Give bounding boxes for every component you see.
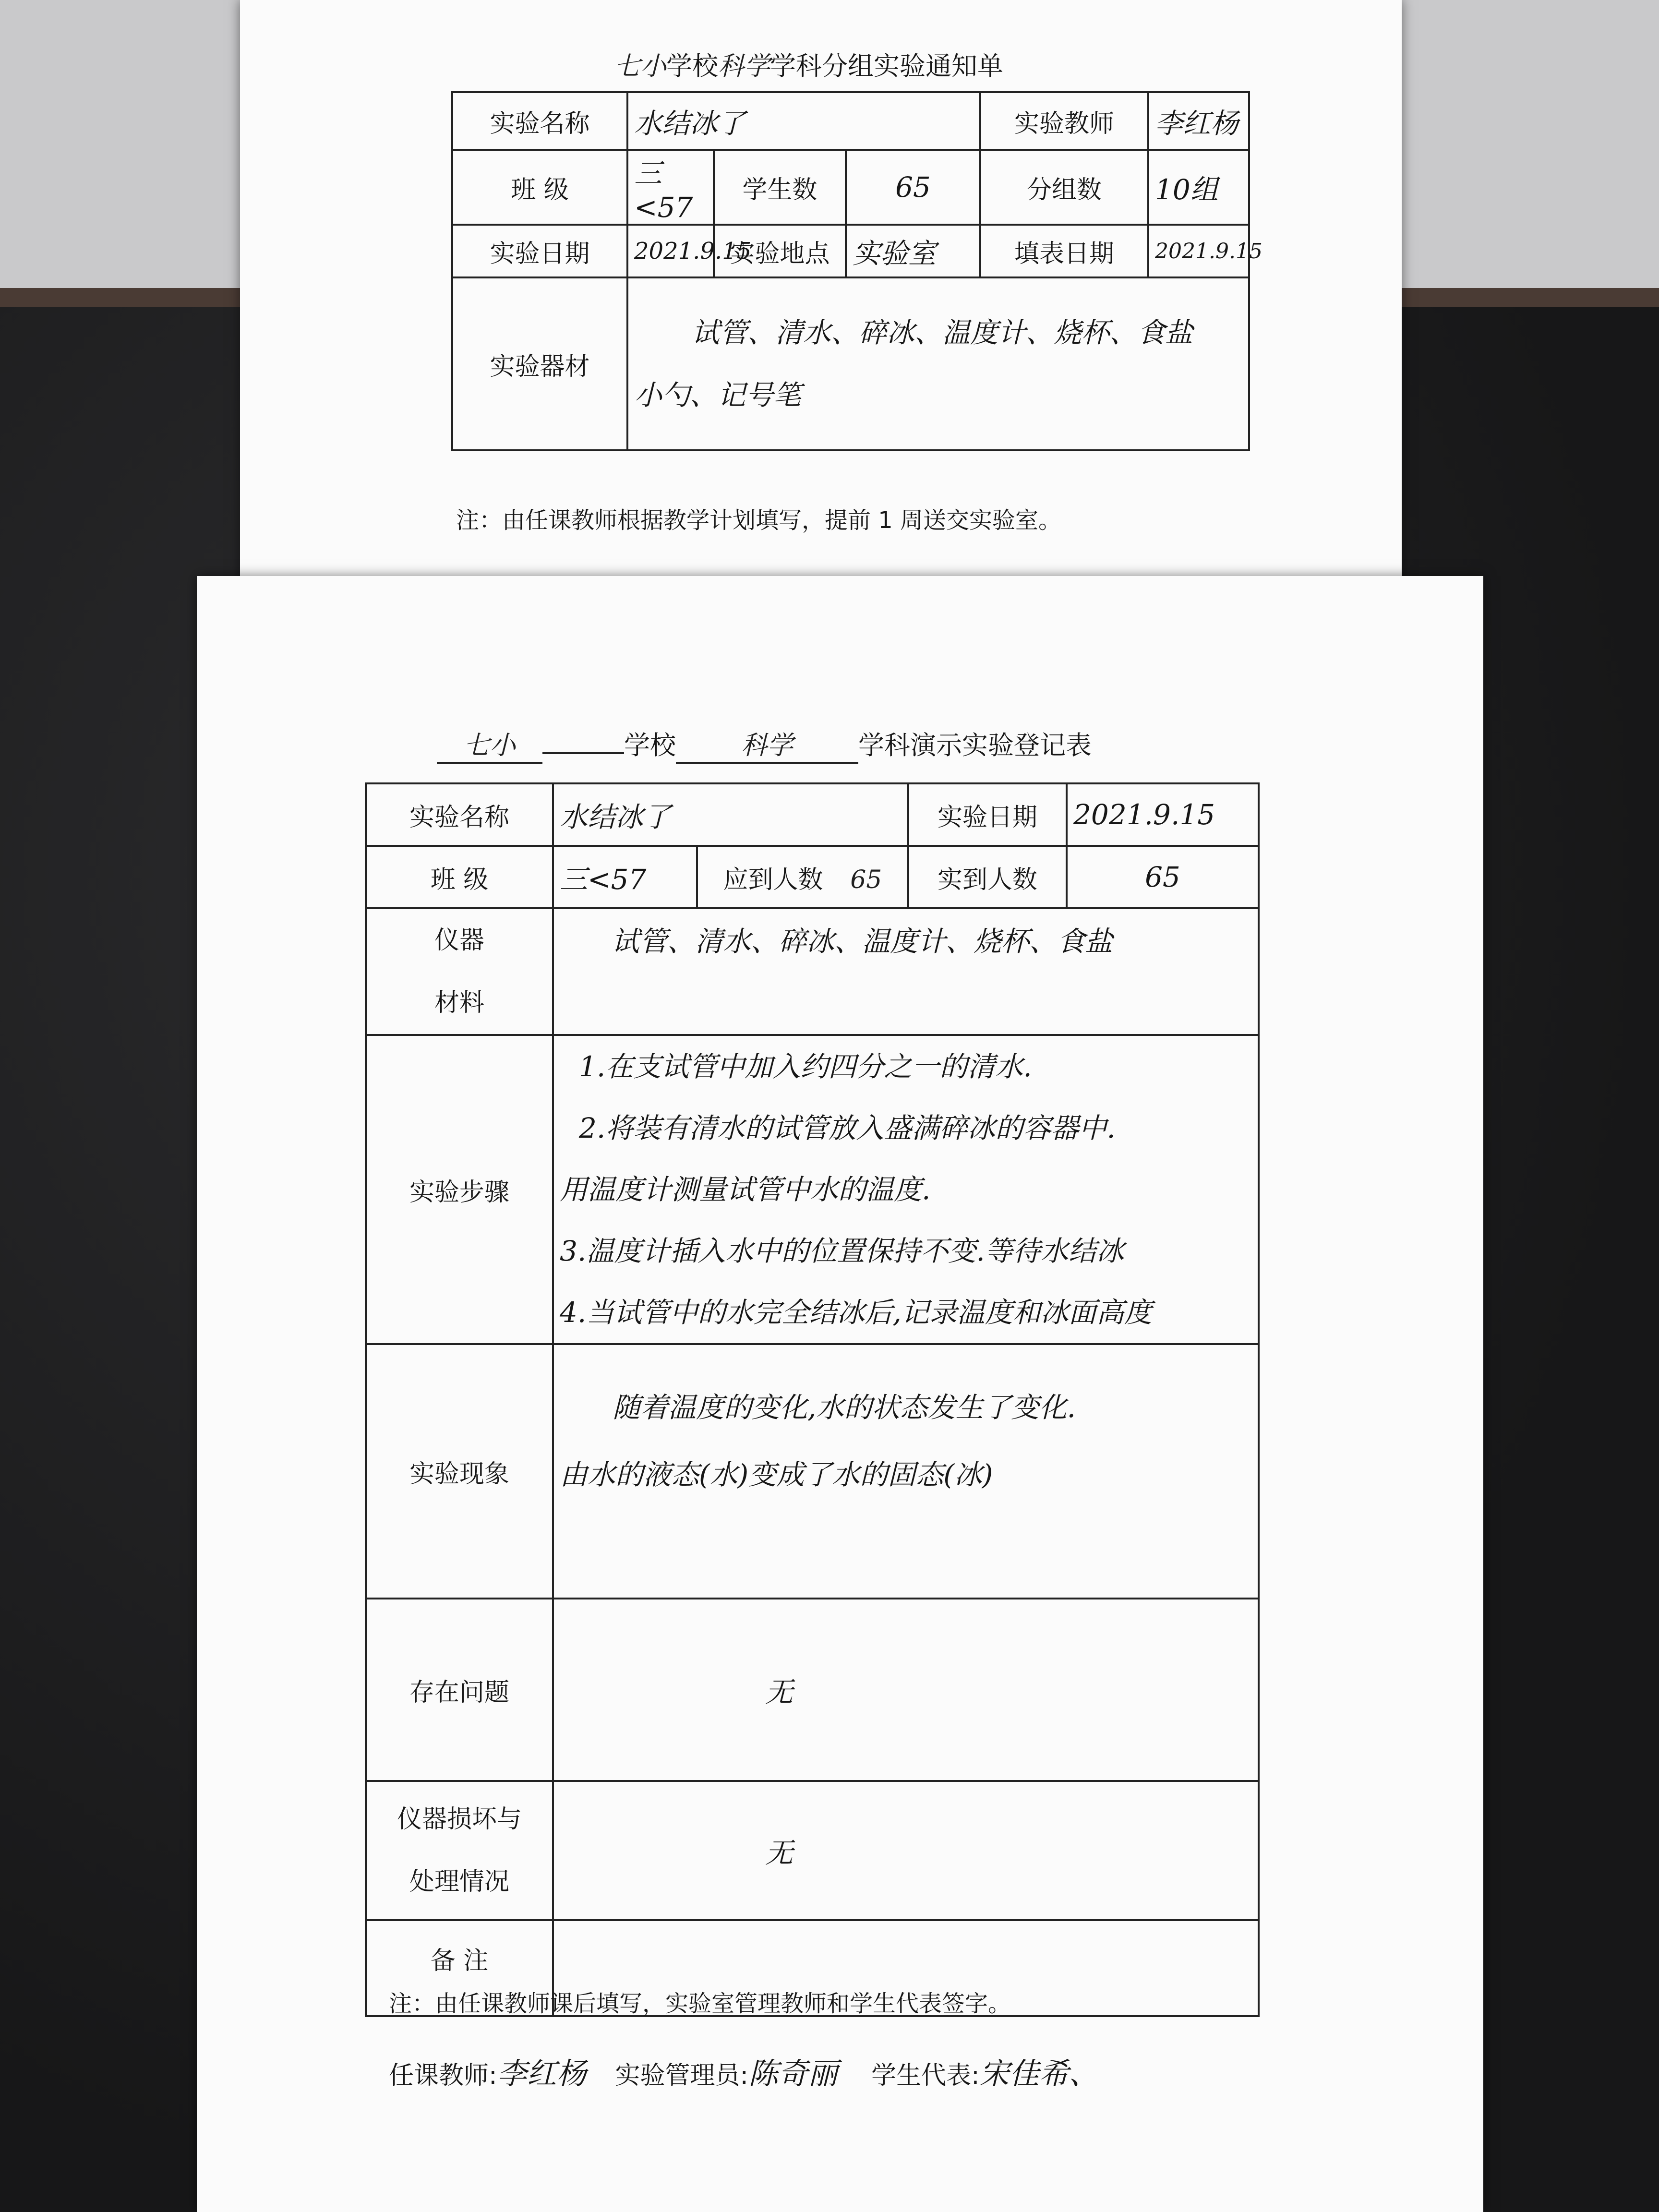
register-phenomena-label: 实验现象	[366, 1344, 553, 1599]
notice-fill-date-value: 2021.9.15	[1148, 225, 1249, 277]
register-class-value: 三<57	[553, 846, 697, 908]
register-title	[437, 725, 1092, 764]
notice-title	[614, 46, 1003, 83]
notice-exp-name-label: 实验名称	[452, 92, 627, 150]
register-step-1: 1.在支试管中加入约四分之一的清水.	[579, 1050, 1032, 1083]
register-problems-value: 无	[553, 1599, 1259, 1781]
notice-date-label: 实验日期	[452, 225, 627, 277]
register-problems-label: 存在问题	[366, 1599, 553, 1781]
register-step-3: 3.温度计插入水中的位置保持不变.等待水结冰	[560, 1235, 1124, 1267]
notice-title-text: 学校	[666, 51, 718, 81]
admin-signature-label: 实验管理员:	[615, 2061, 749, 2090]
register-remarks-label: 备 注	[366, 1920, 553, 2016]
register-damage-label: 仪器损坏与 处理情况	[366, 1781, 553, 1920]
register-phenomena-value	[553, 1344, 1259, 1599]
register-sheet	[197, 576, 1483, 2212]
register-exp-date-value: 2021.9.15	[1067, 783, 1259, 846]
notice-students-value: 65	[846, 150, 980, 225]
register-expected-label: 应到人数	[723, 865, 823, 894]
notice-fill-date-label: 填表日期	[980, 225, 1148, 277]
register-exp-name-label: 实验名称	[366, 783, 553, 846]
notice-teacher-value: 李红杨	[1148, 92, 1249, 150]
notice-groups-value: 10组	[1148, 150, 1249, 225]
register-table	[365, 782, 1260, 2017]
register-subject: 科学	[676, 725, 858, 764]
notice-equipment-line-1: 试管、清水、碎冰、温度计、烧杯、食盐	[692, 316, 1193, 349]
register-instrument-value: 试管、清水、碎冰、温度计、烧杯、食盐	[553, 908, 1259, 1035]
notice-subject: 科学	[718, 51, 770, 81]
notice-equipment-value	[627, 277, 1249, 450]
teacher-signature: 李红杨	[497, 2056, 587, 2091]
teacher-signature-label: 任课教师:	[389, 2061, 497, 2090]
register-footnote: 注：由任课教师课后填写，实验室管理教师和学生代表签字。	[389, 1990, 1011, 2017]
student-signature: 宋佳希、	[979, 2056, 1099, 2091]
notice-school: 七小	[614, 51, 666, 81]
register-title-text: 学校	[624, 730, 676, 760]
admin-signature: 陈奇丽	[748, 2056, 838, 2091]
register-exp-date-label: 实验日期	[908, 783, 1067, 846]
student-signature-label: 学生代表:	[871, 2061, 980, 2090]
register-expected-value: 65	[850, 865, 882, 894]
notice-students-label: 学生数	[714, 150, 846, 225]
register-instrument-label: 仪器 材料	[366, 908, 553, 1035]
register-steps-value	[553, 1035, 1259, 1344]
register-steps-label: 实验步骤	[366, 1035, 553, 1344]
register-actual-value: 65	[1067, 846, 1259, 908]
register-school: 七小	[437, 725, 542, 764]
register-exp-name-value: 水结冰了	[553, 783, 908, 846]
notice-date-value: 2021.9.15	[627, 225, 714, 277]
notice-footnote: 注：由任课教师根据教学计划填写，提前 1 周送交实验室。	[456, 507, 1062, 534]
register-expected-cell	[697, 846, 908, 908]
notice-class-value: 三<57	[627, 150, 714, 225]
notice-place-label: 实验地点	[714, 225, 846, 277]
notice-equipment-label: 实验器材	[452, 277, 627, 450]
notice-sheet	[240, 0, 1402, 590]
register-actual-label: 实到人数	[908, 846, 1067, 908]
register-damage-value: 无	[553, 1781, 1259, 1920]
register-class-label: 班 级	[366, 846, 553, 908]
register-step-4: 4.当试管中的水完全结冰后,记录温度和冰面高度	[560, 1296, 1152, 1329]
notice-place-value: 实验室	[846, 225, 980, 277]
register-signature-row	[389, 2050, 1099, 2092]
notice-teacher-label: 实验教师	[980, 92, 1148, 150]
register-title-suffix: 学科演示实验登记表	[858, 730, 1092, 760]
notice-exp-name-value: 水结冰了	[627, 92, 980, 150]
register-phenomena-line-2: 由水的液态(水)变成了水的固态(冰)	[560, 1458, 993, 1491]
notice-title-suffix: 学科分组实验通知单	[770, 51, 1003, 81]
register-step-2b: 用温度计测量试管中水的温度.	[560, 1173, 931, 1206]
register-step-2: 2.将装有清水的试管放入盛满碎冰的容器中.	[579, 1112, 1116, 1144]
notice-equipment-line-2: 小勺、记号笔	[634, 379, 802, 411]
notice-table	[451, 91, 1262, 451]
notice-class-label: 班 级	[452, 150, 627, 225]
notice-groups-label: 分组数	[980, 150, 1148, 225]
register-phenomena-line-1: 随着温度的变化,水的状态发生了变化.	[613, 1391, 1076, 1424]
